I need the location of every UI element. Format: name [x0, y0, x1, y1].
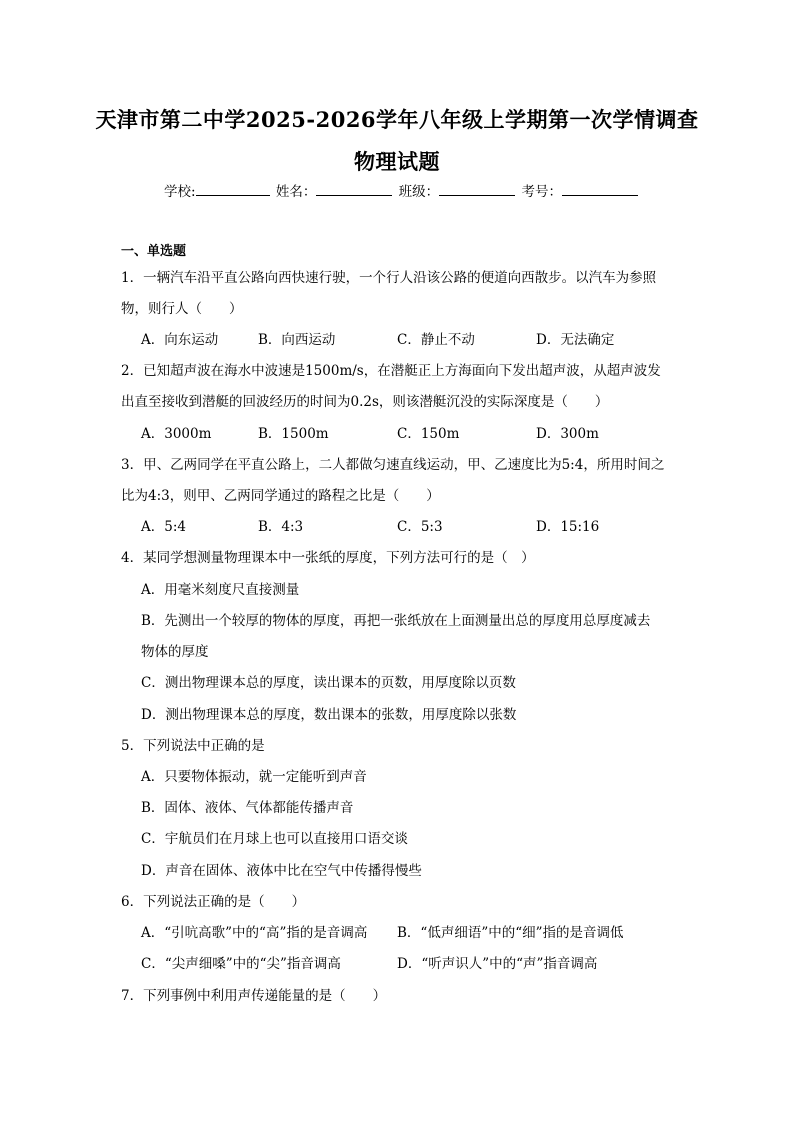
question-6-option-d: D．“听声识人”中的“声”指音调高 [397, 956, 598, 972]
question-6-option-a: A．“引吭高歌”中的“高”指的是音调高 [141, 925, 368, 941]
student-info-row [164, 180, 640, 200]
question-3-option-c: C．5:3 [397, 519, 443, 535]
page-subtitle: 物理试题 [354, 149, 440, 174]
name-field[interactable] [316, 181, 392, 196]
question-2-option-c: C．150m [397, 426, 460, 442]
question-4-option-d: D．测出物理课本总的厚度，数出课本的张数，用厚度除以张数 [141, 707, 517, 723]
question-2-option-d: D．300m [536, 426, 599, 442]
question-7-line-1: 7．下列事例中利用声传递能量的是（ ） [121, 988, 387, 1004]
question-5-option-d: D．声音在固体、液体中比在空气中传播得慢些 [141, 863, 422, 879]
school-field[interactable] [196, 181, 270, 196]
question-2-line-1: 2．已知超声波在海水中波速是1500m/s，在潜艇正上方海面向下发出超声波，从超声波发 [121, 363, 661, 379]
question-2-option-a: A．3000m [141, 426, 212, 442]
question-6-option-b: B．“低声细语”中的“细”指的是音调低 [397, 925, 624, 941]
question-6-line-1: 6．下列说法正确的是（ ） [121, 894, 306, 910]
question-6-option-c: C．“尖声细嗓”中的“尖”指音调高 [141, 956, 341, 972]
class-label: 班级： [398, 184, 440, 200]
section-heading: 一、单选题 [121, 244, 187, 259]
page-title: 天津市第二中学2025-2026学年八年级上学期第一次学情调查 [95, 107, 699, 132]
question-1-line-2: 物，则行人（ ） [121, 301, 243, 317]
question-3-line-2: 比为4:3，则甲、乙两同学通过的路程之比是（ ） [121, 488, 440, 504]
class-field[interactable] [439, 181, 515, 196]
question-3-option-a: A．5:4 [141, 519, 186, 535]
question-5-option-b: B．固体、液体、气体都能传播声音 [141, 800, 354, 816]
question-4-option-b: B．先测出一个较厚的物体的厚度，再把一张纸放在上面测量出总的厚度用总厚度减去 [141, 613, 651, 629]
question-1-option-a: A．向东运动 [141, 332, 219, 348]
question-1-line-1: 1．一辆汽车沿平直公路向西快速行驶，一个行人沿该公路的便道向西散步。以汽车为参照 [121, 270, 657, 286]
question-2-option-b: B．1500m [258, 426, 329, 442]
question-4-option-b-cont: 物体的厚度 [141, 644, 209, 660]
school-label: 学校: [164, 184, 196, 200]
question-5-option-c: C．宇航员们在月球上也可以直接用口语交谈 [141, 831, 408, 847]
question-5-option-a: A．只要物体振动，就一定能听到声音 [141, 769, 367, 785]
question-1-option-b: B．向西运动 [258, 332, 336, 348]
question-2-line-2: 出直至接收到潜艇的回波经历的时间为0.2s，则该潜艇沉没的实际深度是（ ） [121, 394, 609, 410]
question-3-option-d: D．15:16 [536, 519, 600, 535]
question-4-line-1: 4．某同学想测量物理课本中一张纸的厚度，下列方法可行的是（ ） [121, 550, 535, 566]
question-1-option-d: D．无法确定 [536, 332, 615, 348]
question-3-option-b: B．4:3 [258, 519, 304, 535]
question-1-option-c: C．静止不动 [397, 332, 475, 348]
question-4-option-c: C．测出物理课本总的厚度，读出课本的页数，用厚度除以页数 [141, 675, 516, 691]
question-4-option-a: A．用毫米刻度尺直接测量 [141, 582, 300, 598]
question-5-line-1: 5．下列说法中正确的是 [121, 738, 265, 754]
name-label: 姓名： [275, 184, 317, 200]
exam-no-label: 考号： [521, 184, 562, 200]
exam-no-field[interactable] [562, 181, 638, 196]
question-3-line-1: 3．甲、乙两同学在平直公路上，二人都做匀速直线运动，甲、乙速度比为5:4，所用时间之 [121, 457, 665, 473]
